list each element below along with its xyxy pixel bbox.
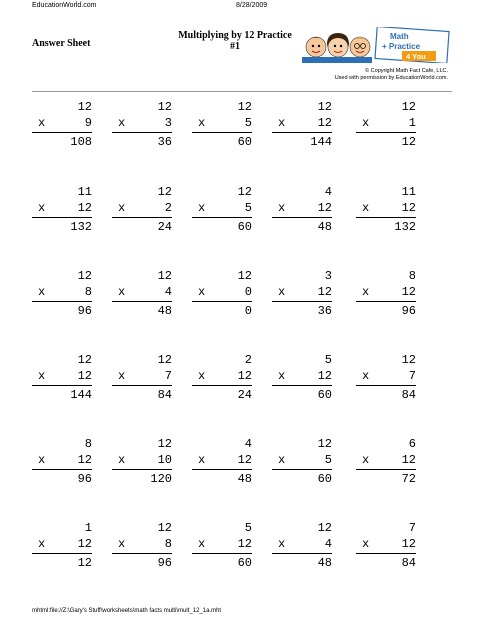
multiplier: 9 (84, 116, 92, 130)
header-divider (32, 91, 452, 92)
logo-text-4you: 4 You (406, 52, 426, 61)
answer-line (32, 132, 92, 133)
multiplier: 2 (164, 201, 172, 215)
operator-symbol: x (278, 201, 286, 215)
answer-line (192, 469, 252, 470)
multiplicand: 12 (401, 353, 416, 367)
operator-symbol: x (198, 116, 206, 130)
multiplicand: 12 (237, 100, 252, 114)
multiplier-row (356, 284, 416, 300)
operator-symbol: x (278, 369, 286, 383)
multiplicand: 7 (408, 521, 416, 535)
multiplier: 12 (401, 453, 416, 467)
answer-line (32, 217, 92, 218)
operator-symbol: x (278, 453, 286, 467)
multiplication-problem (192, 520, 252, 571)
multiplier-row (356, 115, 416, 131)
multiplicand: 12 (157, 269, 172, 283)
operator-symbol: x (278, 116, 286, 130)
title-line-1: Multiplying by 12 Practice (178, 30, 292, 41)
product-answer: 72 (401, 472, 416, 486)
multiplicand: 11 (77, 185, 92, 199)
multiplier: 8 (164, 537, 172, 551)
multiplier-row (192, 284, 252, 300)
multiplier: 12 (317, 285, 332, 299)
multiplicand: 8 (84, 437, 92, 451)
multiplication-problem (356, 436, 416, 487)
answer-line (32, 301, 92, 302)
product-answer: 96 (77, 304, 92, 318)
operator-symbol: x (198, 453, 206, 467)
product-answer: 48 (157, 304, 172, 318)
operator-symbol: x (118, 116, 126, 130)
operator-symbol: x (198, 537, 206, 551)
multiplication-problem (272, 520, 332, 571)
multiplicand: 3 (324, 269, 332, 283)
answer-line (272, 217, 332, 218)
multiplier: 4 (164, 285, 172, 299)
multiplication-problem (32, 184, 92, 235)
product-answer: 12 (77, 556, 92, 570)
answer-line (356, 217, 416, 218)
multiplicand: 12 (77, 100, 92, 114)
multiplicand: 4 (244, 437, 252, 451)
multiplier-row (32, 200, 92, 216)
site-name: EducationWorld.com (32, 2, 97, 9)
multiplicand: 5 (244, 521, 252, 535)
operator-symbol: x (278, 537, 286, 551)
logo-text-math: Math (390, 32, 409, 41)
multiplier-row (192, 115, 252, 131)
operator-symbol: x (38, 453, 46, 467)
multiplicand: 5 (324, 353, 332, 367)
multiplicand: 12 (157, 521, 172, 535)
operator-symbol: x (38, 537, 46, 551)
product-answer: 108 (70, 135, 92, 149)
multiplication-problem (356, 268, 416, 319)
multiplier: 12 (237, 453, 252, 467)
multiplier-row (32, 452, 92, 468)
multiplier: 1 (408, 116, 416, 130)
answer-line (112, 469, 172, 470)
multiplier-row (112, 452, 172, 468)
multiplier-row (356, 368, 416, 384)
multiplicand: 12 (401, 100, 416, 114)
multiplier: 5 (244, 116, 252, 130)
product-answer: 60 (237, 135, 252, 149)
multiplication-problem (112, 520, 172, 571)
multiplication-problem (192, 436, 252, 487)
answer-line (112, 132, 172, 133)
product-answer: 96 (157, 556, 172, 570)
product-answer: 144 (70, 388, 92, 402)
multiplier: 10 (157, 453, 172, 467)
multiplier: 5 (244, 201, 252, 215)
copyright-notice (248, 68, 448, 82)
multiplicand: 12 (77, 353, 92, 367)
multiplier-row (272, 368, 332, 384)
answer-line (112, 217, 172, 218)
answer-line (192, 301, 252, 302)
multiplication-problem (356, 184, 416, 235)
operator-symbol: x (38, 369, 46, 383)
multiplier: 12 (401, 537, 416, 551)
answer-line (272, 385, 332, 386)
multiplier-row (356, 536, 416, 552)
multiplication-problem (112, 436, 172, 487)
answer-line (356, 132, 416, 133)
multiplicand: 12 (317, 437, 332, 451)
multiplier-row (112, 536, 172, 552)
multiplier: 12 (77, 369, 92, 383)
product-answer: 48 (317, 556, 332, 570)
multiplicand: 12 (157, 100, 172, 114)
multiplicand: 8 (408, 269, 416, 283)
multiplier: 8 (84, 285, 92, 299)
answer-line (192, 553, 252, 554)
multiplier: 12 (77, 201, 92, 215)
multiplicand: 2 (244, 353, 252, 367)
multiplier-row (112, 200, 172, 216)
multiplicand: 6 (408, 437, 416, 451)
multiplier: 12 (237, 537, 252, 551)
multiplier: 12 (317, 369, 332, 383)
answer-line (112, 385, 172, 386)
multiplier: 12 (401, 201, 416, 215)
product-answer: 96 (77, 472, 92, 486)
product-answer: 132 (70, 220, 92, 234)
operator-symbol: x (118, 369, 126, 383)
product-answer: 36 (157, 135, 172, 149)
answer-line (32, 469, 92, 470)
operator-symbol: x (38, 285, 46, 299)
product-answer: 24 (237, 388, 252, 402)
product-answer: 24 (157, 220, 172, 234)
multiplication-problem (112, 352, 172, 403)
multiplier: 12 (77, 453, 92, 467)
logo-text-practice: + Practice (382, 42, 421, 51)
operator-symbol: x (198, 201, 206, 215)
page-title (170, 30, 300, 52)
product-answer: 48 (237, 472, 252, 486)
print-footer-path: mhtml:file://Z:\Gary's Stuff\worksheets\math facts multi\mult_12_1a.mht (32, 608, 222, 614)
multiplication-problem (272, 268, 332, 319)
multiplier-row (32, 284, 92, 300)
operator-symbol: x (38, 201, 46, 215)
operator-symbol: x (118, 537, 126, 551)
answer-line (272, 553, 332, 554)
title-line-2: #1 (230, 41, 240, 52)
multiplication-problem (112, 268, 172, 319)
multiplier: 5 (324, 453, 332, 467)
answer-line (272, 469, 332, 470)
product-answer: 84 (401, 556, 416, 570)
multiplicand: 12 (77, 269, 92, 283)
operator-symbol: x (38, 116, 46, 130)
multiplier-row (272, 200, 332, 216)
operator-symbol: x (362, 453, 370, 467)
multiplier: 12 (237, 369, 252, 383)
multiplication-problem (112, 184, 172, 235)
multiplicand: 12 (237, 185, 252, 199)
multiplier-row (112, 368, 172, 384)
copyright-line-1: © Copyright Math Fact Cafe, LLC. (365, 68, 448, 74)
answer-line (356, 553, 416, 554)
multiplicand: 12 (157, 437, 172, 451)
product-answer: 96 (401, 304, 416, 318)
multiplication-problem (32, 520, 92, 571)
multiplier-row (192, 200, 252, 216)
multiplication-problem (356, 352, 416, 403)
answer-line (192, 385, 252, 386)
answer-line (112, 301, 172, 302)
multiplication-problem (112, 99, 172, 150)
print-date: 8/28/2009 (236, 2, 268, 9)
answer-line (32, 553, 92, 554)
answer-line (272, 132, 332, 133)
product-answer: 60 (317, 472, 332, 486)
operator-symbol: x (362, 369, 370, 383)
operator-symbol: x (362, 201, 370, 215)
multiplicand: 12 (157, 185, 172, 199)
product-answer: 60 (237, 220, 252, 234)
operator-symbol: x (362, 285, 370, 299)
multiplier-row (32, 115, 92, 131)
multiplier: 12 (317, 116, 332, 130)
multiplier: 7 (408, 369, 416, 383)
multiplicand: 1 (84, 521, 92, 535)
copyright-line-2: Used with permission by EducationWorld.com. (334, 75, 448, 81)
multiplication-problem (32, 99, 92, 150)
product-answer: 144 (310, 135, 332, 149)
multiplier-row (32, 536, 92, 552)
answer-line (192, 132, 252, 133)
answer-line (356, 469, 416, 470)
multiplication-problem (192, 184, 252, 235)
multiplier-row (356, 452, 416, 468)
multiplier: 12 (77, 537, 92, 551)
multiplier: 12 (401, 285, 416, 299)
multiplier: 12 (317, 201, 332, 215)
answer-sheet-label: Answer Sheet (32, 38, 91, 49)
product-answer: 132 (394, 220, 416, 234)
multiplier: 3 (164, 116, 172, 130)
multiplicand: 12 (317, 100, 332, 114)
multiplication-problem (272, 99, 332, 150)
multiplier-row (32, 368, 92, 384)
multiplier-row (192, 368, 252, 384)
answer-line (32, 385, 92, 386)
product-answer: 48 (317, 220, 332, 234)
answer-line (356, 301, 416, 302)
multiplier-row (356, 200, 416, 216)
operator-symbol: x (198, 285, 206, 299)
answer-line (112, 553, 172, 554)
multiplication-problem (192, 352, 252, 403)
multiplier-row (192, 536, 252, 552)
answer-line (272, 301, 332, 302)
product-answer: 120 (150, 472, 172, 486)
product-answer: 84 (401, 388, 416, 402)
operator-symbol: x (278, 285, 286, 299)
multiplication-problem (272, 436, 332, 487)
multiplier-row (272, 115, 332, 131)
multiplier-row (272, 536, 332, 552)
multiplication-problem (192, 268, 252, 319)
multiplication-problem (32, 352, 92, 403)
multiplier-row (272, 284, 332, 300)
operator-symbol: x (118, 285, 126, 299)
answer-line (356, 385, 416, 386)
multiplier-row (192, 452, 252, 468)
multiplier-row (112, 115, 172, 131)
multiplier: 7 (164, 369, 172, 383)
multiplicand: 12 (157, 353, 172, 367)
operator-symbol: x (362, 537, 370, 551)
multiplication-problem (356, 520, 416, 571)
print-header (0, 2, 480, 12)
multiplier: 4 (324, 537, 332, 551)
product-answer: 84 (157, 388, 172, 402)
multiplication-problem (192, 99, 252, 150)
multiplication-problem (356, 99, 416, 150)
kids-illustration (302, 33, 372, 63)
operator-symbol: x (198, 369, 206, 383)
product-answer: 36 (317, 304, 332, 318)
multiplier-row (112, 284, 172, 300)
multiplicand: 12 (317, 521, 332, 535)
multiplication-problem (272, 184, 332, 235)
multiplication-problem (32, 268, 92, 319)
multiplicand: 11 (401, 185, 416, 199)
multiplication-problem (272, 352, 332, 403)
product-answer: 12 (401, 135, 416, 149)
multiplier: 0 (244, 285, 252, 299)
product-answer: 60 (317, 388, 332, 402)
multiplier-row (272, 452, 332, 468)
multiplicand: 4 (324, 185, 332, 199)
product-answer: 0 (244, 304, 252, 318)
math-practice-logo (302, 27, 450, 63)
multiplicand: 12 (237, 269, 252, 283)
answer-line (192, 217, 252, 218)
operator-symbol: x (118, 201, 126, 215)
operator-symbol: x (362, 116, 370, 130)
multiplication-problem (32, 436, 92, 487)
operator-symbol: x (118, 453, 126, 467)
product-answer: 60 (237, 556, 252, 570)
